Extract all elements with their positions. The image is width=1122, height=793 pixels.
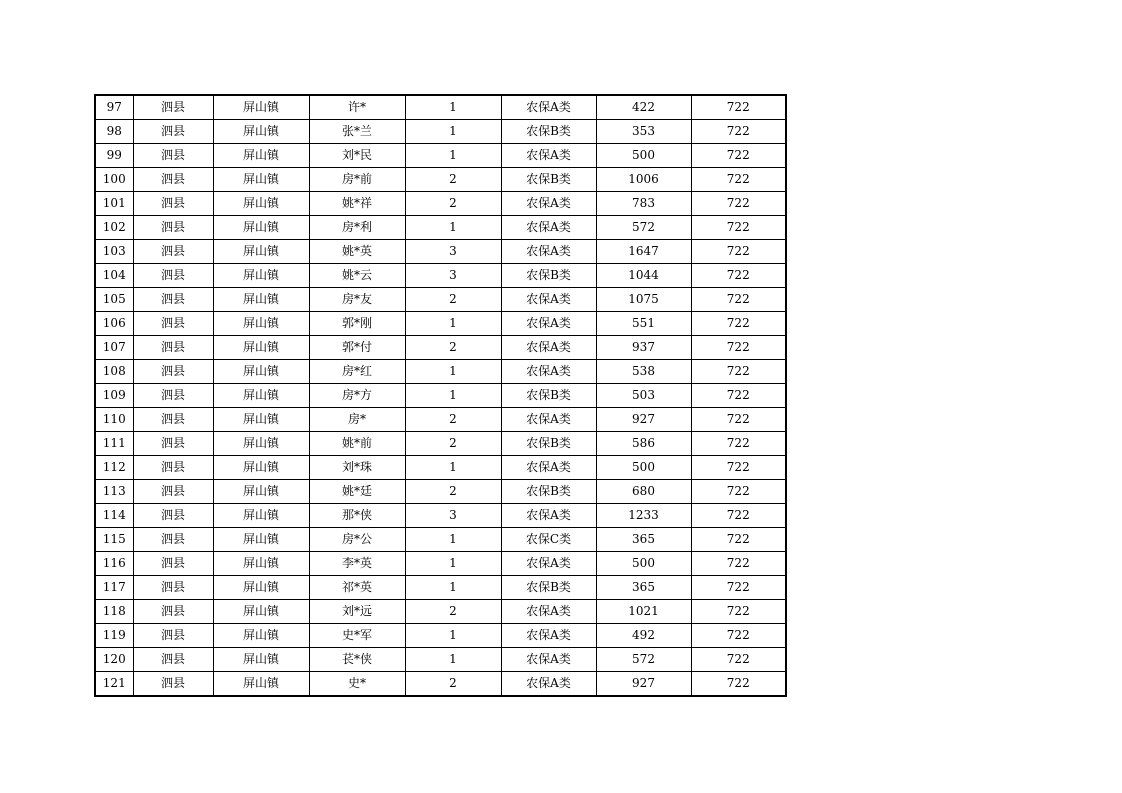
standard-cell: 722	[691, 408, 786, 432]
standard-cell: 722	[691, 168, 786, 192]
amount-cell: 365	[596, 576, 691, 600]
county-cell: 泗县	[133, 288, 213, 312]
town-cell: 屏山镇	[213, 264, 309, 288]
table-row	[95, 648, 786, 672]
town-cell: 屏山镇	[213, 600, 309, 624]
category-cell: 农保A类	[501, 95, 596, 120]
category-cell: 农保C类	[501, 528, 596, 552]
category-cell: 农保A类	[501, 360, 596, 384]
standard-cell: 722	[691, 360, 786, 384]
name-cell: 姚*祥	[309, 192, 405, 216]
category-cell: 农保A类	[501, 240, 596, 264]
county-cell: 泗县	[133, 120, 213, 144]
standard-cell: 722	[691, 672, 786, 697]
household-size-cell: 1	[405, 648, 501, 672]
amount-cell: 783	[596, 192, 691, 216]
standard-cell: 722	[691, 336, 786, 360]
name-cell: 许*	[309, 95, 405, 120]
amount-cell: 500	[596, 456, 691, 480]
category-cell: 农保A类	[501, 288, 596, 312]
household-size-cell: 1	[405, 552, 501, 576]
row-number-cell: 121	[95, 672, 133, 697]
county-cell: 泗县	[133, 240, 213, 264]
county-cell: 泗县	[133, 360, 213, 384]
household-size-cell: 2	[405, 168, 501, 192]
category-cell: 农保A类	[501, 504, 596, 528]
row-number-cell: 99	[95, 144, 133, 168]
row-number-cell: 113	[95, 480, 133, 504]
name-cell: 姚*云	[309, 264, 405, 288]
standard-cell: 722	[691, 648, 786, 672]
table-row	[95, 360, 786, 384]
amount-cell: 1075	[596, 288, 691, 312]
amount-cell: 1647	[596, 240, 691, 264]
county-cell: 泗县	[133, 408, 213, 432]
row-number-cell: 105	[95, 288, 133, 312]
category-cell: 农保A类	[501, 312, 596, 336]
town-cell: 屏山镇	[213, 624, 309, 648]
category-cell: 农保A类	[501, 336, 596, 360]
table-row	[95, 312, 786, 336]
county-cell: 泗县	[133, 216, 213, 240]
category-cell: 农保A类	[501, 144, 596, 168]
household-size-cell: 1	[405, 576, 501, 600]
standard-cell: 722	[691, 384, 786, 408]
amount-cell: 365	[596, 528, 691, 552]
household-size-cell: 3	[405, 264, 501, 288]
town-cell: 屏山镇	[213, 456, 309, 480]
category-cell: 农保B类	[501, 168, 596, 192]
town-cell: 屏山镇	[213, 120, 309, 144]
category-cell: 农保B类	[501, 264, 596, 288]
table-row	[95, 264, 786, 288]
household-size-cell: 2	[405, 672, 501, 697]
county-cell: 泗县	[133, 480, 213, 504]
amount-cell: 927	[596, 408, 691, 432]
town-cell: 屏山镇	[213, 576, 309, 600]
county-cell: 泗县	[133, 600, 213, 624]
row-number-cell: 111	[95, 432, 133, 456]
name-cell: 姚*廷	[309, 480, 405, 504]
household-size-cell: 2	[405, 408, 501, 432]
row-number-cell: 118	[95, 600, 133, 624]
town-cell: 屏山镇	[213, 144, 309, 168]
town-cell: 屏山镇	[213, 216, 309, 240]
category-cell: 农保A类	[501, 624, 596, 648]
category-cell: 农保A类	[501, 672, 596, 697]
table-row	[95, 624, 786, 648]
amount-cell: 500	[596, 552, 691, 576]
amount-cell: 551	[596, 312, 691, 336]
table-row	[95, 528, 786, 552]
standard-cell: 722	[691, 624, 786, 648]
name-cell: 史*	[309, 672, 405, 697]
household-size-cell: 1	[405, 624, 501, 648]
household-size-cell: 1	[405, 528, 501, 552]
county-cell: 泗县	[133, 384, 213, 408]
county-cell: 泗县	[133, 264, 213, 288]
table-row	[95, 576, 786, 600]
row-number-cell: 106	[95, 312, 133, 336]
table-row	[95, 216, 786, 240]
table-row	[95, 432, 786, 456]
town-cell: 屏山镇	[213, 336, 309, 360]
standard-cell: 722	[691, 600, 786, 624]
household-size-cell: 1	[405, 312, 501, 336]
town-cell: 屏山镇	[213, 528, 309, 552]
amount-cell: 927	[596, 672, 691, 697]
county-cell: 泗县	[133, 168, 213, 192]
row-number-cell: 115	[95, 528, 133, 552]
row-number-cell: 100	[95, 168, 133, 192]
household-size-cell: 1	[405, 216, 501, 240]
household-size-cell: 1	[405, 120, 501, 144]
town-cell: 屏山镇	[213, 384, 309, 408]
town-cell: 屏山镇	[213, 168, 309, 192]
standard-cell: 722	[691, 552, 786, 576]
row-number-cell: 107	[95, 336, 133, 360]
table-body	[95, 95, 786, 696]
amount-cell: 538	[596, 360, 691, 384]
row-number-cell: 103	[95, 240, 133, 264]
standard-cell: 722	[691, 288, 786, 312]
category-cell: 农保A类	[501, 456, 596, 480]
county-cell: 泗县	[133, 624, 213, 648]
name-cell: 刘*远	[309, 600, 405, 624]
town-cell: 屏山镇	[213, 95, 309, 120]
standard-cell: 722	[691, 456, 786, 480]
household-size-cell: 2	[405, 288, 501, 312]
name-cell: 刘*民	[309, 144, 405, 168]
town-cell: 屏山镇	[213, 648, 309, 672]
amount-cell: 353	[596, 120, 691, 144]
row-number-cell: 120	[95, 648, 133, 672]
table-row	[95, 240, 786, 264]
county-cell: 泗县	[133, 552, 213, 576]
name-cell: 郭*刚	[309, 312, 405, 336]
table-row	[95, 504, 786, 528]
standard-cell: 722	[691, 216, 786, 240]
county-cell: 泗县	[133, 336, 213, 360]
amount-cell: 572	[596, 648, 691, 672]
row-number-cell: 116	[95, 552, 133, 576]
row-number-cell: 117	[95, 576, 133, 600]
table-row	[95, 408, 786, 432]
name-cell: 那*侠	[309, 504, 405, 528]
table-row	[95, 672, 786, 697]
county-cell: 泗县	[133, 504, 213, 528]
standard-cell: 722	[691, 480, 786, 504]
table-row	[95, 192, 786, 216]
category-cell: 农保A类	[501, 192, 596, 216]
standard-cell: 722	[691, 144, 786, 168]
household-size-cell: 1	[405, 95, 501, 120]
standard-cell: 722	[691, 120, 786, 144]
town-cell: 屏山镇	[213, 240, 309, 264]
row-number-cell: 101	[95, 192, 133, 216]
household-size-cell: 3	[405, 504, 501, 528]
standard-cell: 722	[691, 432, 786, 456]
name-cell: 苌*侠	[309, 648, 405, 672]
amount-cell: 422	[596, 95, 691, 120]
household-size-cell: 2	[405, 432, 501, 456]
name-cell: 房*利	[309, 216, 405, 240]
table-row	[95, 336, 786, 360]
household-size-cell: 2	[405, 336, 501, 360]
amount-cell: 680	[596, 480, 691, 504]
household-size-cell: 1	[405, 360, 501, 384]
row-number-cell: 102	[95, 216, 133, 240]
category-cell: 农保B类	[501, 432, 596, 456]
name-cell: 房*前	[309, 168, 405, 192]
category-cell: 农保A类	[501, 408, 596, 432]
category-cell: 农保B类	[501, 120, 596, 144]
amount-cell: 1006	[596, 168, 691, 192]
table-row	[95, 144, 786, 168]
category-cell: 农保A类	[501, 600, 596, 624]
county-cell: 泗县	[133, 192, 213, 216]
standard-cell: 722	[691, 312, 786, 336]
name-cell: 房*红	[309, 360, 405, 384]
household-size-cell: 1	[405, 456, 501, 480]
category-cell: 农保B类	[501, 480, 596, 504]
name-cell: 史*军	[309, 624, 405, 648]
standard-cell: 722	[691, 504, 786, 528]
name-cell: 姚*英	[309, 240, 405, 264]
town-cell: 屏山镇	[213, 360, 309, 384]
table-row	[95, 120, 786, 144]
row-number-cell: 112	[95, 456, 133, 480]
town-cell: 屏山镇	[213, 672, 309, 697]
table-row	[95, 456, 786, 480]
amount-cell: 572	[596, 216, 691, 240]
household-size-cell: 1	[405, 384, 501, 408]
household-size-cell: 3	[405, 240, 501, 264]
name-cell: 房*	[309, 408, 405, 432]
amount-cell: 500	[596, 144, 691, 168]
data-table	[94, 94, 787, 697]
table-row	[95, 95, 786, 120]
table-row	[95, 384, 786, 408]
county-cell: 泗县	[133, 95, 213, 120]
amount-cell: 503	[596, 384, 691, 408]
name-cell: 姚*前	[309, 432, 405, 456]
row-number-cell: 110	[95, 408, 133, 432]
county-cell: 泗县	[133, 576, 213, 600]
name-cell: 李*英	[309, 552, 405, 576]
table-row	[95, 600, 786, 624]
amount-cell: 1233	[596, 504, 691, 528]
category-cell: 农保B类	[501, 384, 596, 408]
category-cell: 农保A类	[501, 648, 596, 672]
amount-cell: 937	[596, 336, 691, 360]
household-size-cell: 2	[405, 600, 501, 624]
county-cell: 泗县	[133, 312, 213, 336]
town-cell: 屏山镇	[213, 552, 309, 576]
category-cell: 农保A类	[501, 216, 596, 240]
category-cell: 农保B类	[501, 576, 596, 600]
household-size-cell: 2	[405, 480, 501, 504]
row-number-cell: 114	[95, 504, 133, 528]
amount-cell: 586	[596, 432, 691, 456]
category-cell: 农保A类	[501, 552, 596, 576]
town-cell: 屏山镇	[213, 288, 309, 312]
town-cell: 屏山镇	[213, 408, 309, 432]
standard-cell: 722	[691, 240, 786, 264]
standard-cell: 722	[691, 528, 786, 552]
standard-cell: 722	[691, 192, 786, 216]
table-row	[95, 480, 786, 504]
county-cell: 泗县	[133, 672, 213, 697]
row-number-cell: 97	[95, 95, 133, 120]
table-row	[95, 288, 786, 312]
household-size-cell: 2	[405, 192, 501, 216]
row-number-cell: 104	[95, 264, 133, 288]
county-cell: 泗县	[133, 528, 213, 552]
county-cell: 泗县	[133, 456, 213, 480]
name-cell: 张*兰	[309, 120, 405, 144]
name-cell: 祁*英	[309, 576, 405, 600]
county-cell: 泗县	[133, 648, 213, 672]
amount-cell: 492	[596, 624, 691, 648]
county-cell: 泗县	[133, 144, 213, 168]
county-cell: 泗县	[133, 432, 213, 456]
standard-cell: 722	[691, 576, 786, 600]
town-cell: 屏山镇	[213, 432, 309, 456]
table-row	[95, 168, 786, 192]
row-number-cell: 109	[95, 384, 133, 408]
row-number-cell: 108	[95, 360, 133, 384]
town-cell: 屏山镇	[213, 312, 309, 336]
name-cell: 房*公	[309, 528, 405, 552]
town-cell: 屏山镇	[213, 192, 309, 216]
name-cell: 刘*珠	[309, 456, 405, 480]
amount-cell: 1021	[596, 600, 691, 624]
town-cell: 屏山镇	[213, 504, 309, 528]
table-row	[95, 552, 786, 576]
standard-cell: 722	[691, 264, 786, 288]
household-size-cell: 1	[405, 144, 501, 168]
amount-cell: 1044	[596, 264, 691, 288]
name-cell: 房*方	[309, 384, 405, 408]
name-cell: 郭*付	[309, 336, 405, 360]
name-cell: 房*友	[309, 288, 405, 312]
row-number-cell: 98	[95, 120, 133, 144]
town-cell: 屏山镇	[213, 480, 309, 504]
row-number-cell: 119	[95, 624, 133, 648]
standard-cell: 722	[691, 95, 786, 120]
